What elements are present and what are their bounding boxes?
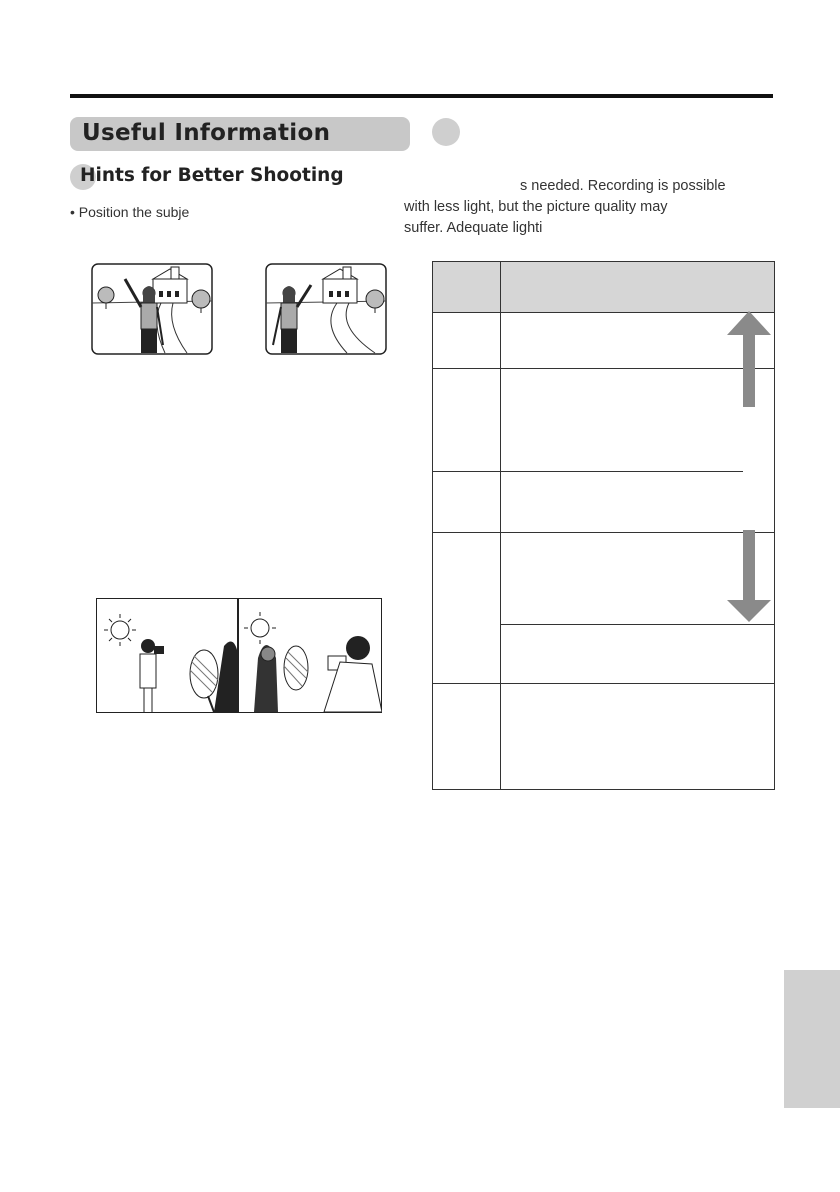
paragraph-line-1: s needed. Recording is possible <box>520 178 726 194</box>
side-tab <box>784 970 840 1108</box>
framing-illustration-offset <box>265 263 387 355</box>
table-row-divider <box>433 368 774 369</box>
arrow-down-icon <box>727 530 771 627</box>
framing-illustration-centered <box>91 263 213 355</box>
step-dot-icon <box>432 118 460 146</box>
reflector-illustration <box>96 598 382 713</box>
hints-heading: Hints for Better Shooting <box>80 165 344 186</box>
section-banner <box>70 117 410 151</box>
paragraph-line-3: suffer. Adequate lighti <box>404 220 543 236</box>
table-row-divider <box>433 532 774 533</box>
paragraph-line-2: with less light, but the picture quality may <box>404 199 668 215</box>
table-column-divider <box>500 262 501 789</box>
section-title: Useful Information <box>82 120 331 146</box>
bullet-text: • Position the subje <box>70 204 190 220</box>
lighting-table <box>432 261 775 790</box>
table-row-divider <box>433 471 743 472</box>
table-row-divider <box>433 683 774 684</box>
table-header-row <box>433 262 774 313</box>
top-rule <box>70 94 773 98</box>
lighting-paragraph <box>404 176 774 239</box>
arrow-up-icon <box>727 311 771 412</box>
